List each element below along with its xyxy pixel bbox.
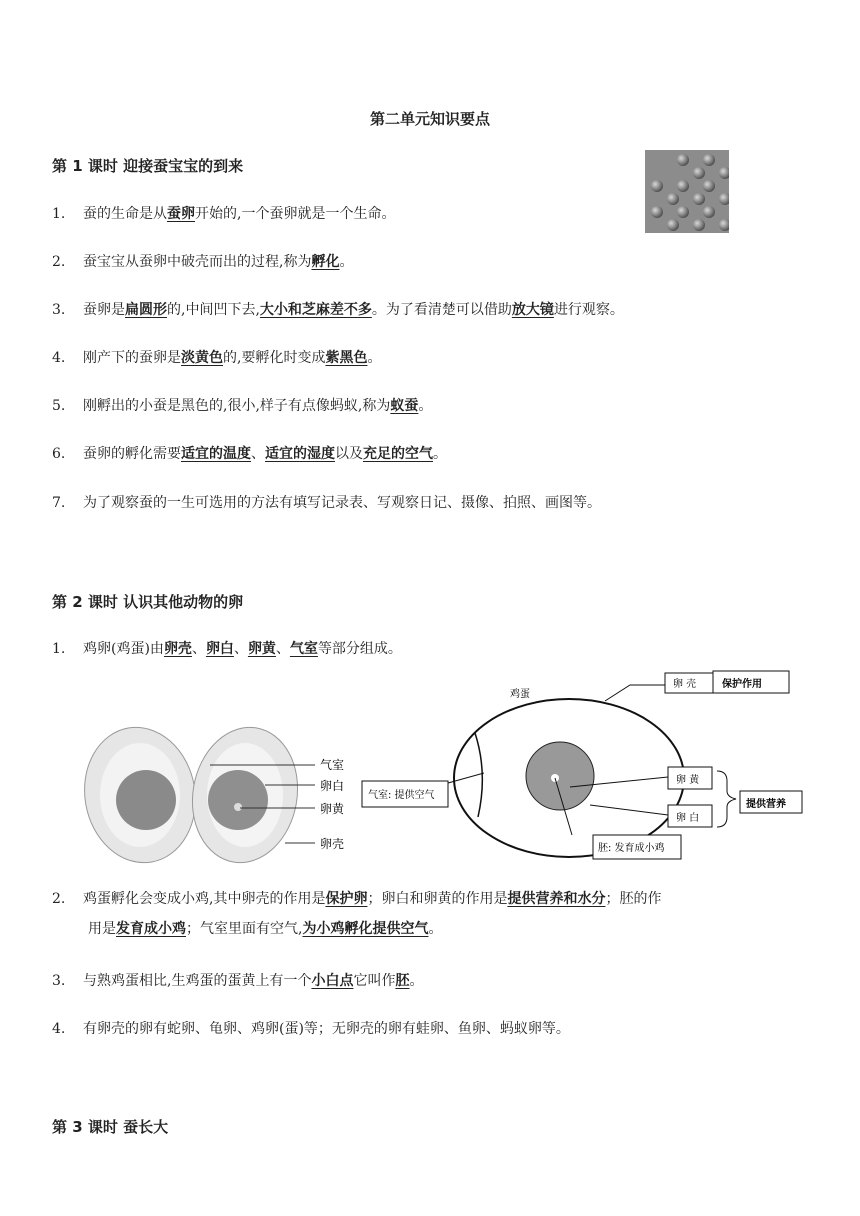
egg-dot — [677, 180, 689, 192]
item-number: 1. — [52, 206, 66, 222]
shell-function: 保护作用 — [722, 679, 762, 690]
egg-photo — [74, 718, 345, 871]
lesson1-item — [52, 439, 447, 469]
egg-dot — [703, 180, 715, 192]
text: 蚕的生命是从 — [83, 206, 167, 222]
lesson1-item — [52, 488, 601, 518]
text: 。 — [433, 446, 447, 462]
egg-dot — [693, 219, 705, 231]
text: 。 — [428, 921, 443, 937]
item-number: 7. — [52, 495, 66, 511]
text: 的,要孵化时变成 — [223, 350, 326, 366]
text: 、 — [251, 446, 265, 462]
text: 有卵壳的卵有蛇卵、龟卵、鸡卵(蛋)等；无卵壳的卵有蛙卵、鱼卵、蚂蚁卵等。 — [83, 1021, 570, 1037]
egg-dot — [667, 219, 679, 231]
text: 等部分组成。 — [317, 641, 402, 657]
item-number: 1. — [52, 641, 66, 657]
key-term: 提供营养和水分 — [507, 891, 606, 907]
text: 鸡蛋孵化会变成小鸡,其中卵壳的作用是 — [83, 891, 326, 907]
key-term: 充足的空气 — [363, 446, 433, 462]
key-term: 卵白 — [205, 641, 234, 657]
lesson3-heading: 第 3 课时 蚕长大 — [52, 1118, 169, 1136]
key-term: 适宜的温度 — [181, 446, 251, 462]
egg-dot — [693, 193, 705, 205]
lesson2-item-3 — [52, 966, 423, 996]
photo-label-shell: 卵壳 — [320, 837, 345, 851]
egg-dot — [651, 206, 663, 218]
key-term: 放大镜 — [511, 302, 554, 318]
text: 。 — [339, 254, 354, 270]
egg-dot — [651, 180, 663, 192]
key-term: 胚 — [395, 973, 410, 989]
lesson1-item — [52, 247, 353, 277]
text: 为了观察蚕的一生可选用的方法有填写记录表、写观察日记、摄像、拍照、画图等。 — [83, 495, 601, 511]
photo-label-yolk: 卵黄 — [320, 802, 345, 816]
item-number: 4. — [52, 350, 66, 366]
egg-dot — [719, 167, 729, 179]
item-number: 3. — [52, 302, 66, 318]
lesson2-item-2 — [52, 884, 812, 944]
silkworm-eggs-image — [645, 150, 729, 233]
text: 以及 — [335, 446, 363, 462]
text: 。 — [367, 350, 382, 366]
text: 用是 — [88, 921, 116, 937]
text: 、 — [191, 641, 206, 657]
key-term: 发育成小鸡 — [116, 921, 186, 937]
text: 、 — [275, 641, 290, 657]
lesson2-heading: 第 2 课时 认识其他动物的卵 — [52, 593, 244, 611]
lesson1-item — [52, 343, 381, 373]
air-box: 气室: 提供空气 — [368, 790, 435, 801]
item-line — [52, 884, 812, 914]
key-term: 蚕卵 — [167, 206, 195, 222]
text: 。 — [418, 398, 433, 414]
item-number: 6. — [52, 446, 66, 462]
egg-figure — [60, 665, 820, 875]
key-term: 保护卵 — [325, 891, 368, 907]
embryo-box: 胚: 发育成小鸡 — [598, 843, 665, 854]
page-title: 第二单元知识要点 — [369, 110, 490, 128]
text: 蚕卵的孵化需要 — [83, 446, 181, 462]
shell-box: 卵 壳 — [673, 679, 697, 690]
egg-dot — [677, 206, 689, 218]
egg-dot — [719, 219, 729, 231]
text: 鸡卵(鸡蛋)由 — [83, 641, 164, 657]
key-term: 扁圆形 — [125, 302, 167, 318]
text: ；胚的作 — [605, 891, 662, 907]
white-box: 卵 白 — [676, 813, 700, 824]
text: 蚕宝宝从蚕卵中破壳而出的过程,称为 — [83, 254, 312, 270]
key-term: 孵化 — [311, 254, 340, 270]
lesson1-item — [52, 391, 432, 421]
egg-dot — [693, 167, 705, 179]
photo-label-white: 卵白 — [320, 779, 345, 793]
key-term: 适宜的湿度 — [265, 446, 335, 462]
text: 。为了看清楚可以借助 — [371, 302, 512, 318]
lesson1-heading: 第 1 课时 迎接蚕宝宝的到来 — [52, 157, 244, 175]
egg-dot — [703, 206, 715, 218]
item-number: 5. — [52, 398, 66, 414]
text: 。 — [409, 973, 424, 989]
key-term: 卵黄 — [247, 641, 276, 657]
key-term: 气室 — [289, 641, 318, 657]
text: 刚孵出的小蚕是黑色的,很小,样子有点像蚂蚁,称为 — [83, 398, 391, 414]
text: 、 — [233, 641, 248, 657]
key-term: 紫黑色 — [325, 350, 368, 366]
text: 开始的,一个蚕卵就是一个生命。 — [195, 206, 396, 222]
text: 与熟鸡蛋相比,生鸡蛋的蛋黄上有一个 — [83, 973, 312, 989]
photo-label-air: 气室 — [320, 758, 345, 772]
lesson1-item — [52, 199, 395, 229]
text: 刚产下的蚕卵是 — [83, 350, 181, 366]
lesson2-item-1 — [52, 634, 402, 664]
egg-dot — [667, 193, 679, 205]
text: ；卵白和卵黄的作用是 — [367, 891, 508, 907]
egg-dot — [703, 154, 715, 166]
diagram-title: 鸡蛋 — [510, 689, 530, 700]
key-term: 卵壳 — [163, 641, 192, 657]
key-term: 为小鸡孵化提供空气 — [302, 921, 429, 937]
key-term: 淡黄色 — [181, 350, 223, 366]
lesson2-item-4 — [52, 1014, 570, 1044]
egg-schematic — [362, 671, 802, 859]
key-term: 小白点 — [311, 973, 354, 989]
text: 进行观察。 — [553, 302, 624, 318]
text: 的,中间凹下去, — [167, 302, 260, 318]
text: ；气室里面有空气, — [186, 921, 303, 937]
egg-dot — [719, 193, 729, 205]
key-term: 大小和芝麻差不多 — [259, 302, 372, 318]
item-number: 2. — [52, 891, 66, 907]
text: 它叫作 — [353, 973, 396, 989]
item-number: 3. — [52, 973, 66, 989]
item-number: 4. — [52, 1021, 66, 1037]
key-term: 蚁蚕 — [390, 398, 419, 414]
yolk-box: 卵 黄 — [676, 775, 700, 786]
egg-diagrams — [60, 665, 820, 875]
lesson1-item — [52, 295, 624, 325]
egg-dot — [677, 154, 689, 166]
item-number: 2. — [52, 254, 66, 270]
text: 蚕卵是 — [83, 302, 125, 318]
item-line — [52, 914, 812, 944]
nutrition-box: 提供营养 — [746, 799, 786, 810]
